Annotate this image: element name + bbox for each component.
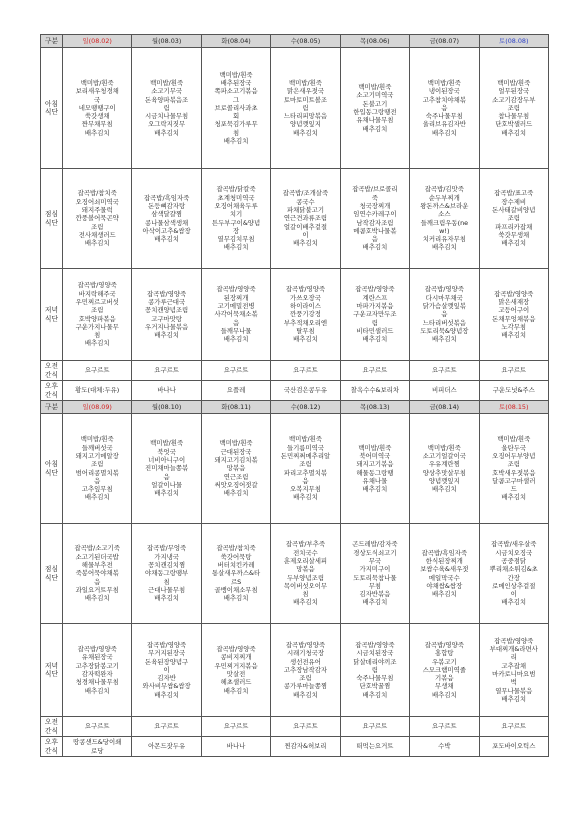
day-header: 수(08.05) bbox=[271, 35, 340, 48]
menu-cell: 잡곡밥/영양죽 시금치된장국 닭살데리야끼조 림 숙주나물무침 단호박꿀찜 배추김치 bbox=[340, 624, 409, 717]
week1-pm-snack-row bbox=[41, 381, 549, 401]
menu-cell: 백미밥/흰죽 배추된장국 쪽파소고기볶음 그 브로콜리사과초 회 청포묵김가루무 침 배추김치 bbox=[201, 48, 270, 169]
menu-cell: 바나나 bbox=[132, 381, 201, 401]
week2-pm-snack-row bbox=[41, 737, 549, 757]
day-header: 월(08.10) bbox=[132, 401, 201, 414]
col-header-label: 구분 bbox=[41, 35, 63, 48]
week2-dinner-row bbox=[41, 624, 549, 717]
menu-cell: 잡곡밥/영양죽 유채된장국 고추장닭봉고기 감자떡완자 청경채나물무침 배추김치 bbox=[63, 624, 132, 717]
menu-cell: 잡곡밥/영양죽 부대찌개&라면사 리 고추잡채 마카로니마요범 벅 열무나물볶음 배추김치 bbox=[479, 624, 548, 717]
day-header: 금(08.14) bbox=[410, 401, 479, 414]
week1-am-snack-row bbox=[41, 361, 549, 381]
week1-header-row bbox=[41, 35, 549, 48]
menu-cell: 잡곡밥/닭칼죽 초계청미역국 오징어채육두루 치기 튼두부구이&양념 장 열무김치무침 배추김치 bbox=[201, 169, 270, 269]
menu-cell: 잡곡밥/브로콜리 죽 청국장찌개 임연수카레구이 남작감자조림 메콤호박나물볶 음 배추김치 bbox=[340, 169, 409, 269]
menu-cell: 잡곡밥/김맛죽 순두부찌개 왕돈까스&브라운 소스 들깨크림우동(ne w!) 치커리유자무침 배추김치 bbox=[410, 169, 479, 269]
week2-am-snack-row bbox=[41, 717, 549, 737]
menu-cell: 요구르트 bbox=[340, 361, 409, 381]
week1-breakfast-row bbox=[41, 48, 549, 169]
day-header: 화(08.11) bbox=[201, 401, 270, 414]
meal-label-breakfast: 아침 식단 bbox=[41, 414, 63, 524]
menu-cell: 요구르트 bbox=[479, 717, 548, 737]
menu-cell: 백미밥/흰죽 근대된장국 돼지고기김치볶 망볶음 연근조림 써앗오징어젓갈 배추김치 bbox=[201, 414, 270, 524]
day-header: 토(08.15) bbox=[479, 401, 548, 414]
menu-cell: 잡곡밥/부추죽 전치국수 훈제오리살세피 망볶음 두부양념조림 목이버섯오이무 침 배추김치 bbox=[271, 524, 340, 624]
weekly-meal-table bbox=[40, 34, 549, 757]
menu-cell: 비피더스 bbox=[410, 381, 479, 401]
day-header: 일(08.02) bbox=[63, 35, 132, 48]
week2-lunch-row bbox=[41, 524, 549, 624]
menu-cell: 백미밥/흰죽 소고기무국 돈육양파볶음조 림 시금치나물무침 오그락지짓무 배추김치 bbox=[132, 48, 201, 169]
menu-cell: 백미밥/흰죽 얼무된장국 소고기감장두부 조림 참나물무침 단호박샐러드 배추김치 bbox=[479, 48, 548, 169]
day-header: 월(08.03) bbox=[132, 35, 201, 48]
menu-cell: 잡곡밥/흑임자죽 한식된장찌개 보쌈수육&새우젓 메일막국수 야채쌈&쌈장 배추김치 bbox=[410, 524, 479, 624]
menu-cell: 황도(대체:두유) bbox=[63, 381, 132, 401]
week1-block bbox=[41, 35, 549, 401]
menu-cell: 요구르트 bbox=[63, 361, 132, 381]
menu-cell: 찰옥수수&보리차 bbox=[340, 381, 409, 401]
menu-cell: 잡곡밥/표고죽 장수제비 돈사태갈비양념 조림 파프리카잡채 쑥갓무생채 배추김치 bbox=[479, 169, 548, 269]
menu-cell: 백미밥/흰죽 울탄두국 오징어두부양념 조림 호박새우젓볶음 달콤고구마샐러 드 배추김치 bbox=[479, 414, 548, 524]
menu-cell: 아몬드잣두유 bbox=[132, 737, 201, 757]
meal-label-dinner: 저녁 식단 bbox=[41, 269, 63, 361]
menu-cell: 잡곡밥/영양죽 무거지된장국 돈육된장양념구 이 김자반 와사비무쌈&쌈장 배추김치 bbox=[132, 624, 201, 717]
meal-label-pm-snack: 오후 간식 bbox=[41, 737, 63, 757]
menu-cell: 잡곡밥/영양죽 계란스프 마파가지볶음 구운교자만두조 림 비타민샐러드 배추김치 bbox=[340, 269, 409, 361]
menu-cell: 요구르트 bbox=[201, 361, 270, 381]
menu-cell: 백미밥/흰죽 들깨버섯국 돼지고기메알장 조림 범어리콩멸치볶 음 고추잎무침 배추김치 bbox=[63, 414, 132, 524]
menu-cell: 잡곡밥/무엉죽 가지냉국 꽁치캔김치찜 야채동그랑땡부 침 근대나물무침 배추김치 bbox=[132, 524, 201, 624]
day-header: 목(08.13) bbox=[340, 401, 409, 414]
menu-cell: 백미밥/흰죽 보리새우청경채 국 네모땡땡구이 쑥갓생채 짠무채무침 배추김치 bbox=[63, 48, 132, 169]
menu-cell: 잡곡밥/영양죽 시래기청국장 생선전유어 고추장남작감자 조림 콩가루마늘쫑찜 배추김치 bbox=[271, 624, 340, 717]
menu-cell: 잡곡밥/영양죽 바지락해주국 우민찌르고버섯 조림 호박양파볶음 구운가지나물무 침 배추김치 bbox=[63, 269, 132, 361]
menu-cell: 잡곡밥/영양죽 가쓰오장국 하이라이스 깐풍기강정 부추적채오리엔 탈무침 배추김치 bbox=[271, 269, 340, 361]
day-header: 화(08.04) bbox=[201, 35, 270, 48]
menu-cell: 요구르트 bbox=[340, 717, 409, 737]
menu-cell: 백미밥/흰죽 냉이된장국 고추참치야채볶 음 숙주나물무침 울리브유김자반 배추김치 bbox=[410, 48, 479, 169]
menu-cell: 요구르트 bbox=[479, 361, 548, 381]
menu-cell: 요구르트 bbox=[132, 717, 201, 737]
menu-cell: 요구르트 bbox=[63, 717, 132, 737]
menu-cell: 잡곡밥/영양죽 된장찌개 고기메밀전병 사각어묵채소볶 음 들깨무나물 배추김치 bbox=[201, 269, 270, 361]
menu-cell: 요구르트 bbox=[271, 361, 340, 381]
meal-label-breakfast: 아침 식단 bbox=[41, 48, 63, 169]
menu-cell: 잡곡밥/소고기죽 소고기된더국밥 해물부추전 죽봉어묵야채볶 음 과일요거트무침 배추김치 bbox=[63, 524, 132, 624]
menu-cell: 잡곡밥/조개살죽 콩국수 파채닭불고기 연근견과류조림 얼갈이배추겉절 이 배추김치 bbox=[271, 169, 340, 269]
menu-cell: 찐감자&허보리 bbox=[271, 737, 340, 757]
day-header: 토(08.08) bbox=[479, 35, 548, 48]
menu-cell: 바나나 bbox=[201, 737, 270, 757]
menu-cell: 요플레 bbox=[201, 381, 270, 401]
menu-cell: 요구르트 bbox=[271, 717, 340, 737]
menu-cell: 잡곡밥/흑임자죽 돈등뼈감자탕 삼색달걀찜 콩나물삼색생채 아삭이고추&쌈장 배추김치 bbox=[132, 169, 201, 269]
menu-cell: 요구르트 bbox=[410, 361, 479, 381]
day-header: 목(08.06) bbox=[340, 35, 409, 48]
menu-cell: 백미밥/흰죽 들기름미역국 돈민찌쩌메추리알 조림 파리고추멸치볶 음 오복지무침 배추김치 bbox=[271, 414, 340, 524]
meal-label-lunch: 점심 식단 bbox=[41, 524, 63, 624]
meal-label-pm-snack: 오후 간식 bbox=[41, 381, 63, 401]
week1-lunch-row bbox=[41, 169, 549, 269]
week1-dinner-row bbox=[41, 269, 549, 361]
menu-cell: 요구르트 bbox=[410, 717, 479, 737]
menu-cell: 잡곡밥/영양죽 다시마무채국 닭가슴살깻잎볶 음 느타리버섯볶음 도토리묵&양념장 배추김치 bbox=[410, 269, 479, 361]
meal-label-lunch: 점심 식단 bbox=[41, 169, 63, 269]
menu-cell: 잡곡밥/참치죽 오징어쇠미역국 돼지주물럭 깐풍볼어묵곤약 조림 전사채생러드 배추김치 bbox=[63, 169, 132, 269]
menu-cell: 잡곡밥/참치죽 쑥갓어묵탕 버터치킨카레 통살새우까스&타 르S 골뱅이채소무침 배추김치 bbox=[201, 524, 270, 624]
menu-cell: 포도바이오틱스 bbox=[479, 737, 548, 757]
week2-breakfast-row bbox=[41, 414, 549, 524]
menu-cell: 떠먹는요거트 bbox=[340, 737, 409, 757]
menu-cell: 잡곡밥/영양죽 콩가루근대국 꽁치캔양념조림 고구마맛탕 우거지나물볶음 배추김치 bbox=[132, 269, 201, 361]
menu-cell: 요구르트 bbox=[201, 717, 270, 737]
day-header: 수(08.12) bbox=[271, 401, 340, 414]
menu-cell: 땅콩샌드&당이쇄 로당 bbox=[63, 737, 132, 757]
week2-block bbox=[41, 401, 549, 757]
menu-cell: 잡곡밥/영양죽 콩비지찌개 우민찌거지볶음 맛살전 헤초샐러드 배추김치 bbox=[201, 624, 270, 717]
day-header: 금(08.07) bbox=[410, 35, 479, 48]
menu-cell: 백미밥/흰죽 맑은새우젓국 토마토미트볼조 림 느타리피망볶음 양념깻잎지 배추김치 bbox=[271, 48, 340, 169]
meal-label-am-snack: 오전 간식 bbox=[41, 717, 63, 737]
day-header: 일(08.09) bbox=[63, 401, 132, 414]
menu-cell: 구운도넛&주스 bbox=[479, 381, 548, 401]
menu-cell: 백미밥/흰죽 소고기얼갈이국 우유계란찜 양상추맛살무침 양념깻잎지 배추김치 bbox=[410, 414, 479, 524]
menu-cell: 국산검은콩두유 bbox=[271, 381, 340, 401]
meal-label-am-snack: 오전 간식 bbox=[41, 361, 63, 381]
menu-cell: 백미밥/흰죽 북엇국 너비아니구이 진미채마늘쫑볶 음 얼갈이나물 배추김치 bbox=[132, 414, 201, 524]
menu-cell: 백미밥/흰죽 북어미역국 돼지고기볶음 해물동그랑땡 유채나물 배추김치 bbox=[340, 414, 409, 524]
menu-cell: 곤드레밥/감자죽 경상도식쇠고기 무국 가지미구이 도토리묵참나물 무침 김자반볶음 배추김치 bbox=[340, 524, 409, 624]
col-header-label: 구분 bbox=[41, 401, 63, 414]
menu-cell: 잡곡밥/영양죽 맑은새재장 고등어구이 돈채무엉채볶음 노각무침 배추김치 bbox=[479, 269, 548, 361]
menu-cell: 잡곡밥/새우살죽 시금치오징국 공중점닭 뿌리채소튀김&초 간장 로메인상추겉절 이 배추김치 bbox=[479, 524, 548, 624]
menu-cell: 요구르트 bbox=[132, 361, 201, 381]
menu-cell: 수박 bbox=[410, 737, 479, 757]
menu-cell: 백미밥/흰죽 소고기미역국 돈불고기 한입동그랑땡전 유채나물무침 배추김치 bbox=[340, 48, 409, 169]
week2-header-row bbox=[41, 401, 549, 414]
meal-label-dinner: 저녁 식단 bbox=[41, 624, 63, 717]
menu-cell: 잡곡밥/영양죽 홍합탕 우볶고기 스모크햄미역줄 기볶음 무생채 배추김치 bbox=[410, 624, 479, 717]
